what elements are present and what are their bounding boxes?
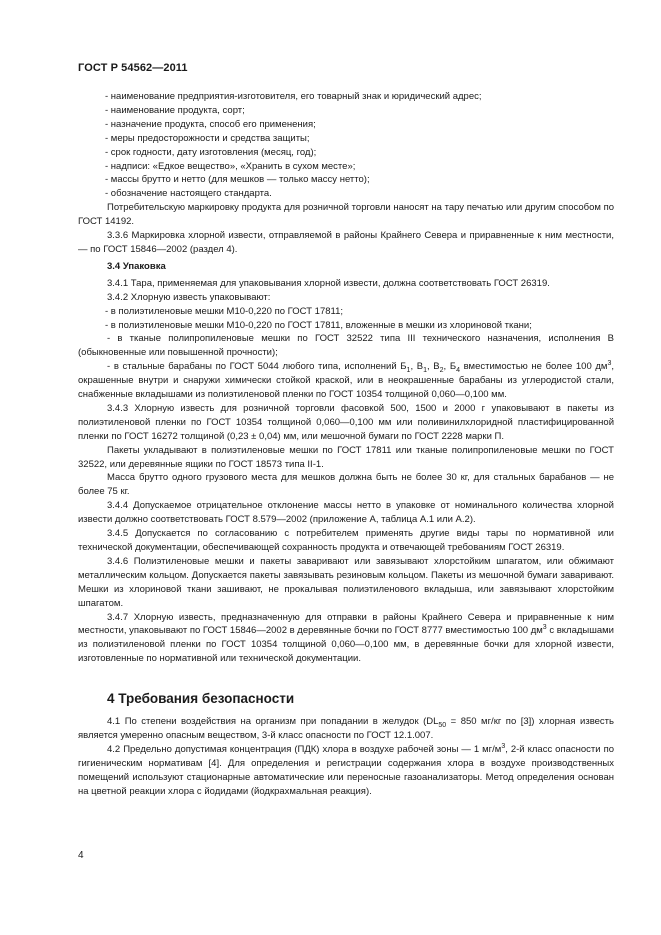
list-item: - наименование продукта, сорт; <box>105 104 245 116</box>
list-item: - надписи: «Едкое вещество», «Хранить в сухом месте»; <box>105 160 356 172</box>
paragraph-retail-marking: Потребительскую маркировку продукта для розничной торговли наносят на тару печатью или другим способом по ГОСТ 14192. <box>78 202 614 228</box>
list-item: - назначение продукта, способ его применения; <box>105 118 316 130</box>
paragraph-3-4-6: 3.4.6 Полиэтиленовые мешки и пакеты заваривают или завязывают хлорстойким шпагатом, или обжимают металлическим кольцом. Допускается пакеты завязывать резиновым кольцом. Пакеты из мешочной бумаги заваривают. Мешки из хлориновой ткани зашивают, не прокалывая полиэтиленового вкладыша, или завязывают хлорстойким шпагатом. <box>78 555 614 609</box>
paragraph-3-4-5: 3.4.5 Допускается по согласованию с потребителем применять другие виды тары по нормативной или технической документации, обеспечивающей сохранность продукта и отвечающей требованиям ГОСТ 26319. <box>78 528 614 553</box>
paragraph-3-4-4: 3.4.4 Допускаемое отрицательное отклонение массы нетто в упаковке от номинального количества хлорной извести должно соответствовать ГОСТ 8.579—2002 (приложение А, таблица А.1 или А.2). <box>78 500 614 526</box>
page-body <box>78 90 614 799</box>
subsection-title-packaging: 3.4 Упаковка <box>107 260 166 272</box>
list-item: - в полиэтиленовые мешки М10-0,220 по ГОСТ 17811, вложенные в мешки из хлориновой ткани; <box>105 319 532 331</box>
list-item-woven-bags: - в тканые полипропиленовые мешки по ГОСТ 32522 типа III технического назначения, исполнения В (обыкновенные или повышенной прочности); <box>78 333 614 359</box>
paragraph-3-4-7: 3.4.7 Хлорную известь, предназначенную для отправки в районы Крайнего Севера и приравненные к ним местности, упаковывают по ГОСТ 15846—2002 в деревянные бочки по ГОСТ 8777 вместимостью 100 $дм^3$ с вкладышами из полиэтиленовой пленки по ГОСТ 10354 толщиной 0,060—0,100 мм, в деревянные бочки для хлорной извести, изготовленные по нормативной или технической документации. <box>78 611 614 665</box>
paragraph-4-2: 4.2 Предельно допустимая концентрация (ПДК) хлора в воздухе рабочей зоны — 1 $мг/м^3$, 2-й класс опасности по гигиеническим нормативам [4]. Для определения и регистрации содержания хлора в воздухе производственных помещений используют стационарные автоматические или переносные газоанализаторы. Метод определения основан на цветной реакции хлора с йодидами (йодкрахмальная реакция). <box>78 742 614 797</box>
paragraph-4-1: 4.1 По степени воздействия на организм при попадании в желудок ($DL_{50} = 850$ мг/кг по [3]) хлорная известь является умеренно опасным веществом, 3-й класс опасности по ГОСТ 12.1.007. <box>78 716 614 741</box>
paragraph-3-3-6: 3.3.6 Маркировка хлорной извести, отправляемой в районы Крайнего Севера и приравненные к ним местности, — по ГОСТ 15846—2002 (раздел 4). <box>78 230 614 255</box>
paragraph-3-4-3: 3.4.3 Хлорную известь для розничной торговли фасовкой 500, 1500 и 2000 г упаковывают в пакеты из полиэтиленовой пленки по ГОСТ 10354 толщиной 0,060—0,100 мм или поливинилхлоридной пластифицированной пленки по ГОСТ 16272 толщиной (0,23 ± 0,04) мм, или мешочной бумаги по ГОСТ 2228 марки П. <box>78 402 614 442</box>
section-title-safety: 4 Требования безопасности <box>107 691 295 707</box>
list-item: - массы брутто и нетто (для мешков — только массу нетто); <box>105 174 370 186</box>
paragraph-3-4-1: 3.4.1 Тара, применяемая для упаковывания хлорной извести, должна соответствовать ГОСТ 26319. <box>107 277 550 289</box>
list-item: - в полиэтиленовые мешки М10-0,220 по ГОСТ 17811; <box>105 305 344 317</box>
paragraph-gross-mass: Масса брутто одного грузового места для мешков должна быть не более 30 кг, для стальных барабанов — не более 75 кг. <box>78 472 614 498</box>
list-item: - меры предосторожности и средства защиты; <box>105 132 310 144</box>
marking-list <box>78 90 614 201</box>
list-item: - срок годности, дату изготовления (месяц, год); <box>105 146 317 158</box>
document-header: ГОСТ Р 54562—2011 <box>78 62 188 74</box>
page-number: 4 <box>78 850 84 861</box>
list-item: - обозначение настоящего стандарта. <box>105 188 272 200</box>
list-item-steel-drums: - в стальные барабаны по ГОСТ 5044 любого типа, исполнений $Б_1$, $В_1$, $В_2$, $Б_4$ вместимостью не более 100 $дм^3$, окрашенные внутри и снаружи химически стойкой краской, или в неокрашенные барабаны из углеродистой стали, снабженные вкладышами из полиэтиленовой пленки по ГОСТ 10354 толщиной 0,060—0,100 мм. <box>78 360 615 401</box>
list-item: - наименование предприятия-изготовителя, его товарный знак и юридический адрес; <box>105 91 482 102</box>
paragraph-bags: Пакеты укладывают в полиэтиленовые мешки по ГОСТ 17811 или тканые полипропиленовые мешки по ГОСТ 32522, или деревянные ящики по ГОСТ 18573 типа II-1. <box>78 444 614 470</box>
paragraph-3-4-2: 3.4.2 Хлорную известь упаковывают: <box>107 291 271 303</box>
packaging-list <box>78 305 614 333</box>
